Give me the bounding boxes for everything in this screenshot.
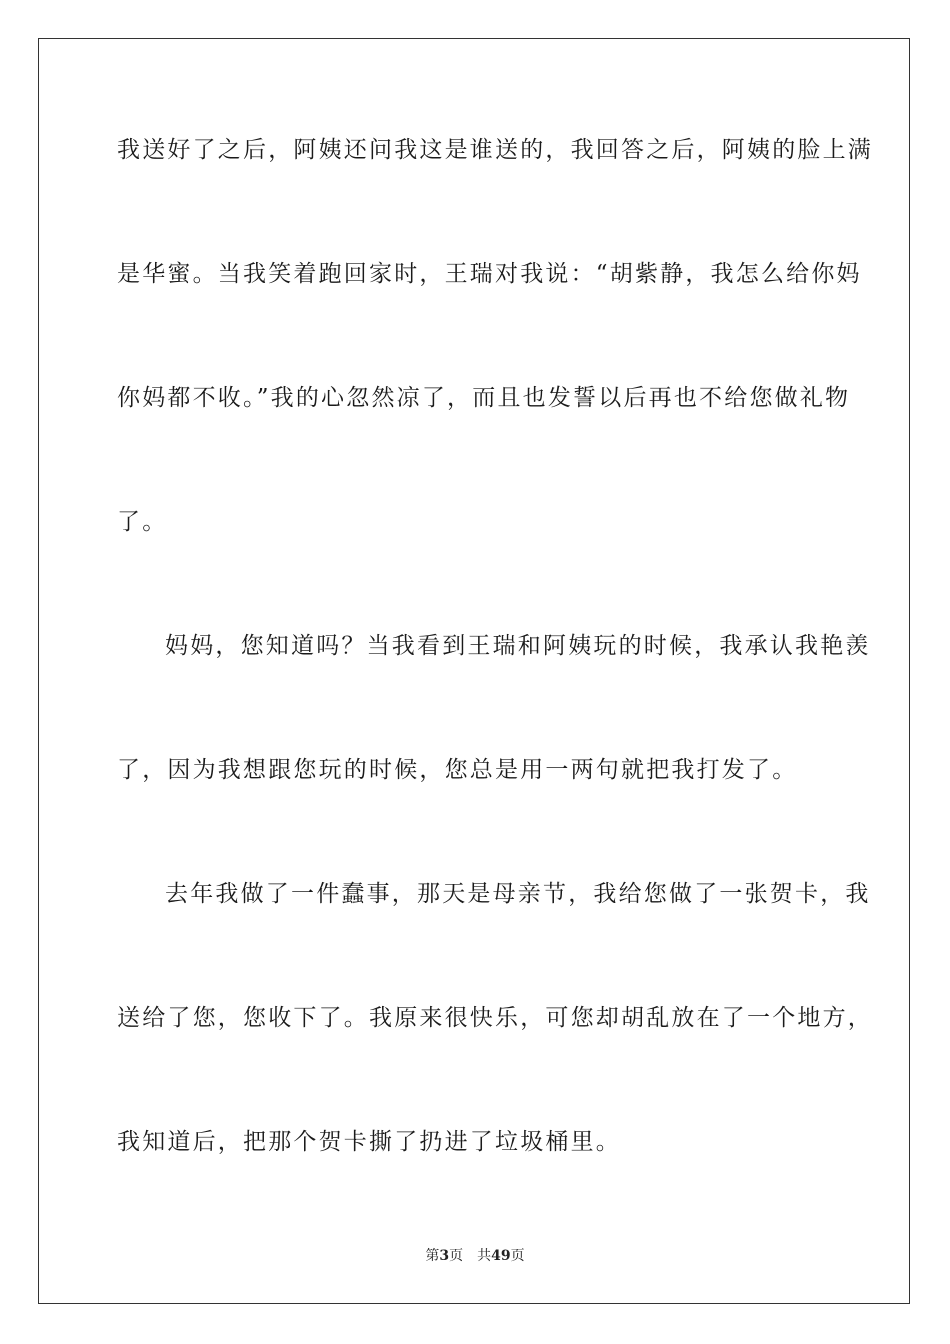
page-footer: [0, 1247, 950, 1265]
text-line: 你妈都不收。”我的心忽然凉了，而且也发誓以后再也不给您做礼物: [117, 385, 851, 411]
text-line: 了。: [117, 509, 168, 535]
page-border: [38, 38, 910, 1304]
text-line: 是华蜜。当我笑着跑回家时，王瑞对我说：“胡紫静，我怎么给你妈: [117, 261, 862, 287]
text-line: 了，因为我想跟您玩的时候，您总是用一两句就把我打发了。: [117, 757, 798, 783]
text-line-indented: 去年我做了一件蠢事，那天是母亲节，我给您做了一张贺卡，我: [165, 881, 871, 907]
page-number: 3: [439, 1248, 450, 1264]
text-line-indented: 妈妈，您知道吗？当我看到王瑞和阿姨玩的时候，我承认我艳羡: [165, 633, 871, 659]
page-indicator: 第3页: [425, 1248, 464, 1264]
text-line: 我知道后，把那个贺卡撕了扔进了垃圾桶里。: [117, 1129, 621, 1155]
text-line: 送给了您，您收下了。我原来很快乐，可您却胡乱放在了一个地方，: [117, 1005, 873, 1031]
total-pages-indicator: 共49页: [477, 1248, 525, 1264]
text-line: 我送好了之后，阿姨还问我这是谁送的，我回答之后，阿姨的脸上满: [117, 137, 873, 163]
total-pages: 49: [491, 1248, 511, 1264]
